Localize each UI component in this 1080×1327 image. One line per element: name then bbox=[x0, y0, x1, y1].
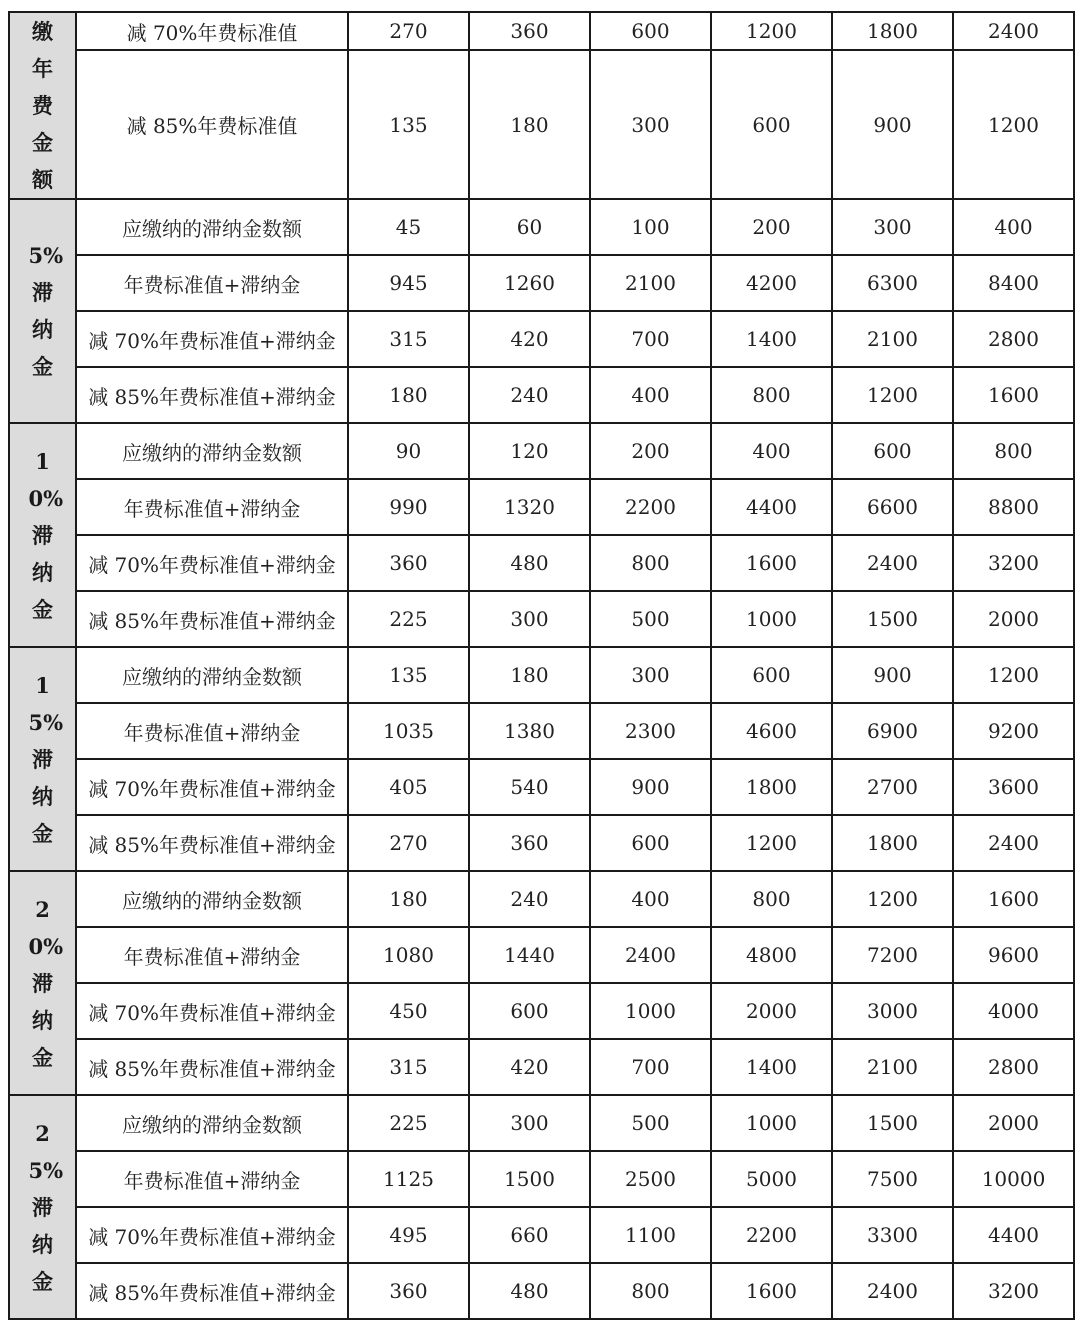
group-header-label: 缴年费金额 bbox=[32, 19, 53, 192]
row-label-cell: 应缴纳的滞纳金数额 bbox=[76, 423, 348, 479]
row-label-cell: 应缴纳的滞纳金数额 bbox=[76, 199, 348, 255]
value-cell: 1200 bbox=[711, 815, 832, 871]
value-cell: 2200 bbox=[590, 479, 711, 535]
value-cell: 6600 bbox=[832, 479, 953, 535]
value-cell: 5000 bbox=[711, 1151, 832, 1207]
value-cell: 4600 bbox=[711, 703, 832, 759]
value-cell: 1100 bbox=[590, 1207, 711, 1263]
value-cell: 2400 bbox=[590, 927, 711, 983]
row-label-cell: 应缴纳的滞纳金数额 bbox=[76, 1095, 348, 1151]
value-cell: 3200 bbox=[953, 535, 1074, 591]
value-cell: 800 bbox=[953, 423, 1074, 479]
value-cell: 360 bbox=[348, 1263, 469, 1319]
table-row bbox=[9, 199, 1074, 255]
value-cell: 2300 bbox=[590, 703, 711, 759]
value-cell: 800 bbox=[590, 535, 711, 591]
value-cell: 200 bbox=[711, 199, 832, 255]
value-cell: 300 bbox=[590, 647, 711, 703]
table-row bbox=[9, 1039, 1074, 1095]
value-cell: 1800 bbox=[832, 815, 953, 871]
row-label-cell: 减 85%年费标准值+滞纳金 bbox=[76, 1039, 348, 1095]
table-row bbox=[9, 1151, 1074, 1207]
value-cell: 300 bbox=[469, 1095, 590, 1151]
row-label-cell: 年费标准值+滞纳金 bbox=[76, 479, 348, 535]
value-cell: 800 bbox=[590, 1263, 711, 1319]
value-cell: 500 bbox=[590, 591, 711, 647]
value-cell: 2400 bbox=[832, 535, 953, 591]
value-cell: 400 bbox=[711, 423, 832, 479]
value-cell: 225 bbox=[348, 591, 469, 647]
value-cell: 540 bbox=[469, 759, 590, 815]
value-cell: 945 bbox=[348, 255, 469, 311]
value-cell: 600 bbox=[711, 50, 832, 199]
value-cell: 700 bbox=[590, 311, 711, 367]
value-cell: 240 bbox=[469, 871, 590, 927]
value-cell: 1200 bbox=[953, 50, 1074, 199]
value-cell: 135 bbox=[348, 50, 469, 199]
value-cell: 240 bbox=[469, 367, 590, 423]
row-label-cell: 年费标准值+滞纳金 bbox=[76, 703, 348, 759]
value-cell: 600 bbox=[469, 983, 590, 1039]
value-cell: 315 bbox=[348, 1039, 469, 1095]
value-cell: 420 bbox=[469, 311, 590, 367]
value-cell: 9200 bbox=[953, 703, 1074, 759]
value-cell: 7500 bbox=[832, 1151, 953, 1207]
value-cell: 200 bbox=[590, 423, 711, 479]
table-row bbox=[9, 1207, 1074, 1263]
group-header-cell bbox=[9, 1095, 76, 1319]
row-label-cell: 减 85%年费标准值+滞纳金 bbox=[76, 815, 348, 871]
value-cell: 270 bbox=[348, 815, 469, 871]
value-cell: 180 bbox=[469, 50, 590, 199]
value-cell: 1800 bbox=[832, 12, 953, 50]
group-header-label: 25%滞纳金 bbox=[28, 1120, 64, 1294]
value-cell: 1080 bbox=[348, 927, 469, 983]
table-row bbox=[9, 927, 1074, 983]
value-cell: 3300 bbox=[832, 1207, 953, 1263]
row-label-cell: 减 70%年费标准值 bbox=[76, 12, 348, 50]
value-cell: 90 bbox=[348, 423, 469, 479]
value-cell: 1500 bbox=[832, 591, 953, 647]
value-cell: 9600 bbox=[953, 927, 1074, 983]
value-cell: 600 bbox=[832, 423, 953, 479]
value-cell: 800 bbox=[711, 871, 832, 927]
value-cell: 360 bbox=[348, 535, 469, 591]
table-row bbox=[9, 703, 1074, 759]
value-cell: 2400 bbox=[953, 815, 1074, 871]
value-cell: 900 bbox=[590, 759, 711, 815]
row-label-cell: 减 70%年费标准值+滞纳金 bbox=[76, 311, 348, 367]
value-cell: 225 bbox=[348, 1095, 469, 1151]
value-cell: 1400 bbox=[711, 1039, 832, 1095]
value-cell: 1500 bbox=[832, 1095, 953, 1151]
value-cell: 2100 bbox=[590, 255, 711, 311]
group-header-cell bbox=[9, 423, 76, 647]
value-cell: 1200 bbox=[711, 12, 832, 50]
value-cell: 300 bbox=[469, 591, 590, 647]
table-row bbox=[9, 255, 1074, 311]
value-cell: 900 bbox=[832, 50, 953, 199]
value-cell: 100 bbox=[590, 199, 711, 255]
value-cell: 2000 bbox=[953, 591, 1074, 647]
value-cell: 600 bbox=[590, 815, 711, 871]
value-cell: 300 bbox=[832, 199, 953, 255]
value-cell: 450 bbox=[348, 983, 469, 1039]
value-cell: 1320 bbox=[469, 479, 590, 535]
group-header-cell bbox=[9, 12, 76, 199]
value-cell: 360 bbox=[469, 815, 590, 871]
value-cell: 2000 bbox=[711, 983, 832, 1039]
table-row bbox=[9, 367, 1074, 423]
value-cell: 660 bbox=[469, 1207, 590, 1263]
value-cell: 120 bbox=[469, 423, 590, 479]
value-cell: 2200 bbox=[711, 1207, 832, 1263]
row-label-cell: 减 85%年费标准值+滞纳金 bbox=[76, 591, 348, 647]
value-cell: 495 bbox=[348, 1207, 469, 1263]
value-cell: 1000 bbox=[590, 983, 711, 1039]
value-cell: 1200 bbox=[832, 871, 953, 927]
value-cell: 1000 bbox=[711, 591, 832, 647]
value-cell: 1035 bbox=[348, 703, 469, 759]
value-cell: 4400 bbox=[953, 1207, 1074, 1263]
table-row bbox=[9, 759, 1074, 815]
group-header-label: 10%滞纳金 bbox=[28, 448, 64, 622]
row-label-cell: 应缴纳的滞纳金数额 bbox=[76, 871, 348, 927]
value-cell: 4400 bbox=[711, 479, 832, 535]
row-label-cell: 减 70%年费标准值+滞纳金 bbox=[76, 759, 348, 815]
value-cell: 4200 bbox=[711, 255, 832, 311]
annual-fee-late-fee-table bbox=[8, 11, 1075, 1320]
value-cell: 1125 bbox=[348, 1151, 469, 1207]
value-cell: 1200 bbox=[953, 647, 1074, 703]
value-cell: 400 bbox=[590, 871, 711, 927]
row-label-cell: 减 85%年费标准值 bbox=[76, 50, 348, 199]
value-cell: 1600 bbox=[953, 871, 1074, 927]
table-row bbox=[9, 535, 1074, 591]
row-label-cell: 应缴纳的滞纳金数额 bbox=[76, 647, 348, 703]
table-row bbox=[9, 12, 1074, 50]
value-cell: 1400 bbox=[711, 311, 832, 367]
value-cell: 4000 bbox=[953, 983, 1074, 1039]
value-cell: 3200 bbox=[953, 1263, 1074, 1319]
table-row bbox=[9, 815, 1074, 871]
value-cell: 360 bbox=[469, 12, 590, 50]
table-row bbox=[9, 871, 1074, 927]
value-cell: 420 bbox=[469, 1039, 590, 1095]
value-cell: 135 bbox=[348, 647, 469, 703]
value-cell: 1800 bbox=[711, 759, 832, 815]
row-label-cell: 减 85%年费标准值+滞纳金 bbox=[76, 367, 348, 423]
value-cell: 1200 bbox=[832, 367, 953, 423]
value-cell: 2100 bbox=[832, 1039, 953, 1095]
value-cell: 8400 bbox=[953, 255, 1074, 311]
table-row bbox=[9, 983, 1074, 1039]
value-cell: 6900 bbox=[832, 703, 953, 759]
value-cell: 800 bbox=[711, 367, 832, 423]
value-cell: 7200 bbox=[832, 927, 953, 983]
value-cell: 180 bbox=[348, 871, 469, 927]
group-header-label: 15%滞纳金 bbox=[28, 672, 64, 846]
row-label-cell: 年费标准值+滞纳金 bbox=[76, 927, 348, 983]
value-cell: 405 bbox=[348, 759, 469, 815]
group-header-label: 20%滞纳金 bbox=[28, 896, 64, 1070]
value-cell: 3000 bbox=[832, 983, 953, 1039]
row-label-cell: 减 70%年费标准值+滞纳金 bbox=[76, 535, 348, 591]
value-cell: 400 bbox=[590, 367, 711, 423]
value-cell: 180 bbox=[469, 647, 590, 703]
table-row bbox=[9, 591, 1074, 647]
value-cell: 6300 bbox=[832, 255, 953, 311]
value-cell: 600 bbox=[590, 12, 711, 50]
value-cell: 4800 bbox=[711, 927, 832, 983]
table-row bbox=[9, 50, 1074, 199]
value-cell: 1600 bbox=[711, 535, 832, 591]
value-cell: 990 bbox=[348, 479, 469, 535]
value-cell: 2500 bbox=[590, 1151, 711, 1207]
group-header-cell bbox=[9, 199, 76, 423]
value-cell: 10000 bbox=[953, 1151, 1074, 1207]
table-row bbox=[9, 311, 1074, 367]
value-cell: 480 bbox=[469, 1263, 590, 1319]
table-row bbox=[9, 1263, 1074, 1319]
group-header-cell bbox=[9, 871, 76, 1095]
value-cell: 45 bbox=[348, 199, 469, 255]
value-cell: 2800 bbox=[953, 311, 1074, 367]
table-row bbox=[9, 479, 1074, 535]
value-cell: 1260 bbox=[469, 255, 590, 311]
value-cell: 2800 bbox=[953, 1039, 1074, 1095]
value-cell: 8800 bbox=[953, 479, 1074, 535]
row-label-cell: 减 70%年费标准值+滞纳金 bbox=[76, 1207, 348, 1263]
value-cell: 270 bbox=[348, 12, 469, 50]
value-cell: 700 bbox=[590, 1039, 711, 1095]
value-cell: 1500 bbox=[469, 1151, 590, 1207]
value-cell: 2100 bbox=[832, 311, 953, 367]
row-label-cell: 减 85%年费标准值+滞纳金 bbox=[76, 1263, 348, 1319]
value-cell: 2700 bbox=[832, 759, 953, 815]
table-row bbox=[9, 1095, 1074, 1151]
row-label-cell: 减 70%年费标准值+滞纳金 bbox=[76, 983, 348, 1039]
table-row bbox=[9, 647, 1074, 703]
value-cell: 60 bbox=[469, 199, 590, 255]
value-cell: 600 bbox=[711, 647, 832, 703]
value-cell: 300 bbox=[590, 50, 711, 199]
group-header-label: 5%滞纳金 bbox=[28, 243, 64, 379]
value-cell: 3600 bbox=[953, 759, 1074, 815]
value-cell: 2400 bbox=[832, 1263, 953, 1319]
group-header-cell bbox=[9, 647, 76, 871]
value-cell: 500 bbox=[590, 1095, 711, 1151]
row-label-cell: 年费标准值+滞纳金 bbox=[76, 255, 348, 311]
value-cell: 1000 bbox=[711, 1095, 832, 1151]
value-cell: 2400 bbox=[953, 12, 1074, 50]
value-cell: 1380 bbox=[469, 703, 590, 759]
value-cell: 900 bbox=[832, 647, 953, 703]
value-cell: 180 bbox=[348, 367, 469, 423]
row-label-cell: 年费标准值+滞纳金 bbox=[76, 1151, 348, 1207]
value-cell: 1600 bbox=[953, 367, 1074, 423]
value-cell: 1440 bbox=[469, 927, 590, 983]
value-cell: 315 bbox=[348, 311, 469, 367]
value-cell: 2000 bbox=[953, 1095, 1074, 1151]
value-cell: 480 bbox=[469, 535, 590, 591]
value-cell: 1600 bbox=[711, 1263, 832, 1319]
value-cell: 400 bbox=[953, 199, 1074, 255]
table-row bbox=[9, 423, 1074, 479]
